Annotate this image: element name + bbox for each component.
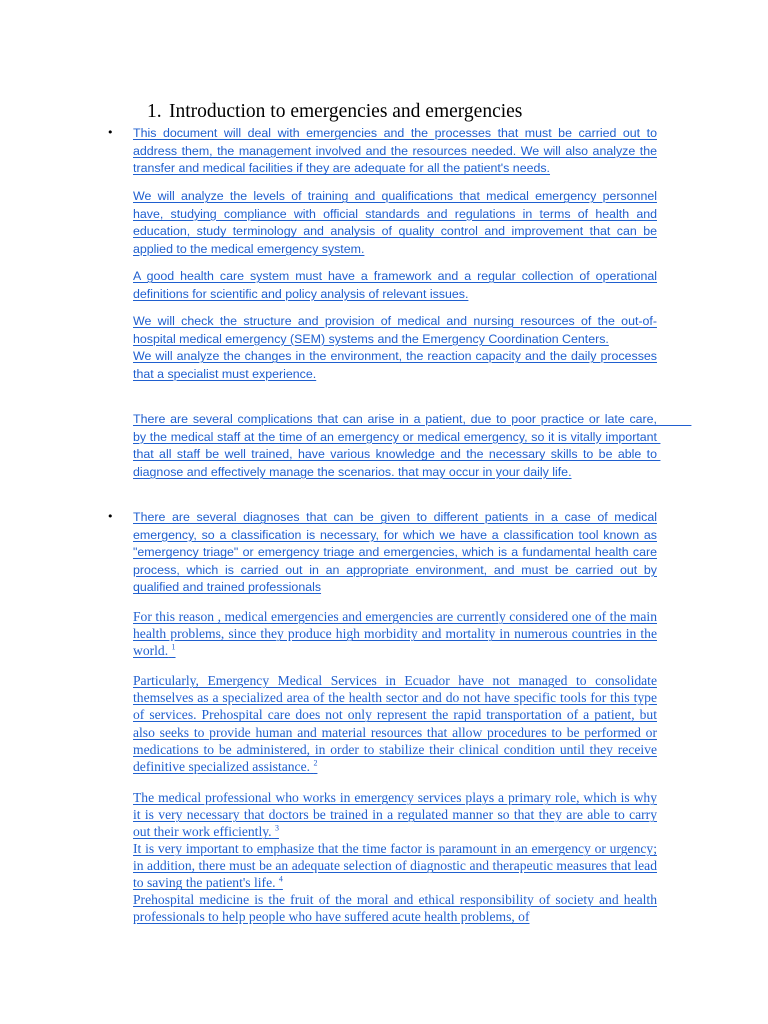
section-number: 1. (147, 101, 162, 122)
paragraph[interactable]: We will analyze the levels of training and qualifications that medical emergency personnel have, studying compliance with official standards and regulations in terms of health and education, study terminology and analysis of quality control and improvement that can be applied to the medical emergency system. (133, 189, 657, 256)
footnote-ref[interactable]: 3 (274, 823, 279, 833)
paragraph[interactable]: A good health care system must have a framework and a regular collection of operational definitions for scientific and policy analysis of relevant issues. (133, 269, 657, 301)
paragraph[interactable]: There are several complications that can arise in a patient, due to poor practice or late care, by the medical staff at the time of an emergency or medical emergency, so it is vitally important that all staff be well trained, have various knowledge and the necessary skills to be able to diagnose and effectively manage the scenarios. that may occur in your daily life. (133, 412, 692, 479)
footnote-ref[interactable]: 4 (278, 874, 283, 884)
paragraph-text: It is very important to emphasize that the time factor is paramount in an emergency or urgency; in addition, there must be an adequate selection of diagnostic and therapeutic measures that lead to saving the patient's life. (133, 841, 657, 891)
section-heading (147, 100, 667, 124)
paragraph[interactable] (133, 672, 657, 775)
paragraph[interactable]: Prehospital medicine is the fruit of the moral and ethical responsibility of society and health professionals to help people who have suffered acute health problems, of (133, 892, 657, 925)
paragraph-text: Particularly, Emergency Medical Services in Ecuador have not managed to consolidate themselves as a specialized area of the health sector and do not have specific tools for this type of services. Prehospital care does not only represent the rapid transportation of a patient, but also seeks to provide human and material resources that allow procedures to be performed or medications to be administered, in order to stabilize their clinical condition until they receive definitive specialized assistance. (133, 673, 657, 775)
paragraph[interactable]: This document will deal with emergencies and the processes that must be carried out to address them, the management involved and the resources needed. We will also analyze the transfer and medical facilities if they are adequate for all the patient's needs. (133, 126, 657, 176)
paragraph[interactable] (133, 840, 657, 892)
paragraph[interactable] (133, 789, 657, 841)
paragraph[interactable]: There are several diagnoses that can be given to different patients in a case of medical emergency, so a classification is necessary, for which we have a classification tool known as "emergency triage" or emergency triage and emergencies, which is a fundamental health care process, which is carried out in an appropriate environment, and must be carried out by qualified and trained professionals (133, 510, 657, 595)
footnote-ref[interactable]: 1 (171, 642, 176, 652)
paragraph-text: The medical professional who works in emergency services plays a primary role, which is why it is very necessary that doctors be trained in a regulated manner so that they are able to carry out their work efficiently. (133, 790, 657, 840)
section-title: Introduction to emergencies and emergencies (169, 101, 523, 122)
footnote-ref[interactable]: 2 (313, 758, 318, 768)
paragraph[interactable]: We will analyze the changes in the environment, the reaction capacity and the daily processes that a specialist must experience. (133, 349, 657, 381)
bullet-marker: • (107, 510, 114, 523)
paragraph[interactable] (133, 608, 657, 660)
paragraph-text: For this reason , medical emergencies and emergencies are currently considered one of the main health problems, since they produce high morbidity and mortality in numerous countries in the world. (133, 609, 657, 659)
paragraph[interactable]: We will check the structure and provision of medical and nursing resources of the out-of-hospital medical emergency (SEM) systems and the Emergency Coordination Centers. (133, 314, 657, 346)
bullet-marker: • (107, 126, 114, 139)
